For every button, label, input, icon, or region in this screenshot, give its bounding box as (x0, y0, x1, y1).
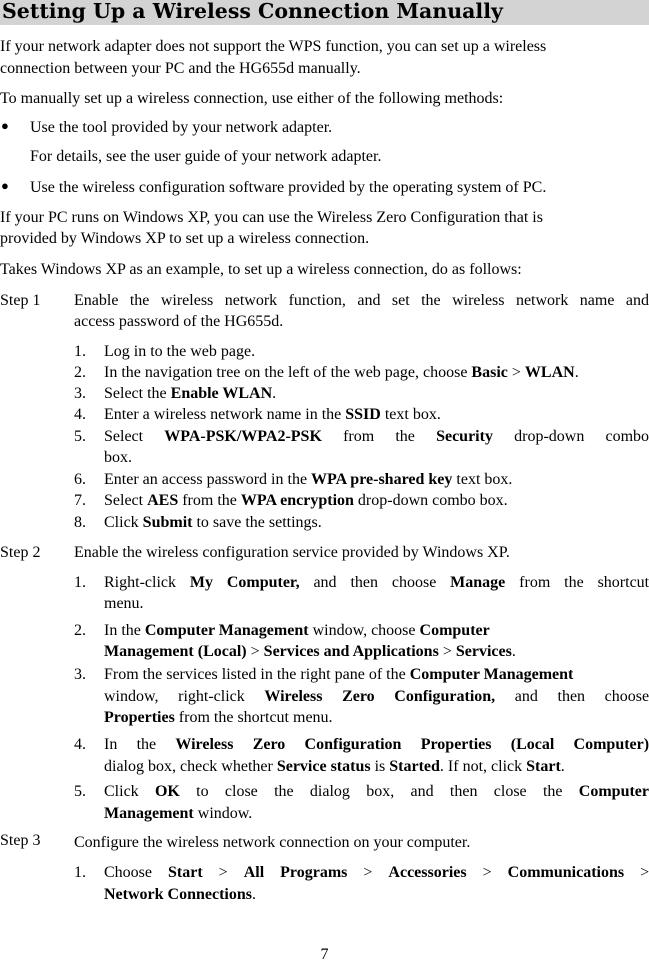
step-label: Step 3 (0, 832, 41, 849)
item-number: 4. (74, 406, 86, 423)
bullet-item: Use the tool provided by your network adapter. (30, 119, 333, 136)
step-description-line: Enable the wireless network function, and set the wireless network name and (74, 292, 649, 309)
section-title-bar (0, 0, 649, 25)
item-number: 3. (74, 385, 86, 402)
item-number: 1. (74, 343, 86, 360)
step-item: In the Computer Management window, choose Computer (104, 622, 490, 639)
step-item: Select AES from the WPA encryption drop-down combo box. (104, 492, 508, 509)
step-description: Enable the wireless configuration service provided by Windows XP. (74, 544, 510, 561)
item-number: 1. (74, 864, 86, 881)
step-item: In the navigation tree on the left of the web page, choose Basic > WLAN. (104, 364, 579, 381)
step-item: Choose Start > All Programs > Accessories > Communications > (104, 864, 649, 881)
item-number: 3. (74, 666, 86, 683)
step-description-line: access password of the HG655d. (74, 313, 284, 330)
section-title: Setting Up a Wireless Connection Manually (2, 0, 503, 23)
item-number: 1. (74, 574, 86, 591)
item-number: 2. (74, 622, 86, 639)
step-item: From the services listed in the right pane of the Computer Management (104, 666, 574, 683)
intro-paragraph-line: provided by Windows XP to set up a wireless connection. (0, 230, 370, 247)
step-item-continuation: dialog box, check whether Service status is Started. If not, click Start. (104, 758, 565, 775)
step-label: Step 1 (0, 292, 41, 309)
bullet-icon: ● (1, 118, 9, 133)
step-item-continuation: window, right-click Wireless Zero Configuration, and then choose (104, 688, 649, 705)
step-item: Right-click My Computer, and then choose Manage from the shortcut (104, 574, 649, 591)
step-item-continuation: menu. (104, 595, 144, 612)
item-number: 5. (74, 783, 86, 800)
item-number: 5. (74, 428, 86, 445)
step-item-continuation: Management (Local) > Services and Applications > Services. (104, 643, 516, 660)
step-item: Select WPA-PSK/WPA2-PSK from the Security drop-down combo (104, 428, 649, 445)
step-description: Configure the wireless network connection on your computer. (74, 834, 471, 851)
step-item: Click OK to close the dialog box, and then close the Computer (104, 783, 649, 800)
bullet-item: Use the wireless configuration software provided by the operating system of PC. (30, 179, 547, 196)
step-item-continuation: Properties from the shortcut menu. (104, 709, 333, 726)
intro-paragraph: To manually set up a wireless connection, use either of the following methods: (0, 90, 504, 107)
intro-paragraph: Takes Windows XP as an example, to set up a wireless connection, do as follows: (0, 261, 522, 278)
step-item: In the Wireless Zero Configuration Properties (Local Computer) (104, 736, 649, 753)
intro-paragraph-line: If your PC runs on Windows XP, you can use the Wireless Zero Configuration that is (0, 209, 543, 226)
item-number: 2. (74, 364, 86, 381)
step-item-continuation: Management window. (104, 805, 253, 822)
item-number: 6. (74, 471, 86, 488)
step-item-continuation: box. (104, 449, 132, 466)
step-item: Enter a wireless network name in the SSID text box. (104, 406, 441, 423)
step-label: Step 2 (0, 544, 41, 561)
step-item: Enter an access password in the WPA pre-shared key text box. (104, 471, 513, 488)
intro-paragraph-line: If your network adapter does not support the WPS function, you can set up a wireless (0, 38, 547, 55)
step-item: Select the Enable WLAN. (104, 385, 277, 402)
page-number: 7 (320, 946, 329, 963)
step-item-continuation: Network Connections. (104, 886, 256, 903)
step-item: Click Submit to save the settings. (104, 514, 322, 531)
item-number: 7. (74, 492, 86, 509)
item-number: 8. (74, 514, 86, 531)
step-item: Log in to the web page. (104, 343, 256, 360)
bullet-icon: ● (1, 178, 9, 193)
item-number: 4. (74, 736, 86, 753)
intro-paragraph-line: connection between your PC and the HG655d manually. (0, 60, 361, 77)
bullet-subtext: For details, see the user guide of your network adapter. (30, 148, 382, 165)
